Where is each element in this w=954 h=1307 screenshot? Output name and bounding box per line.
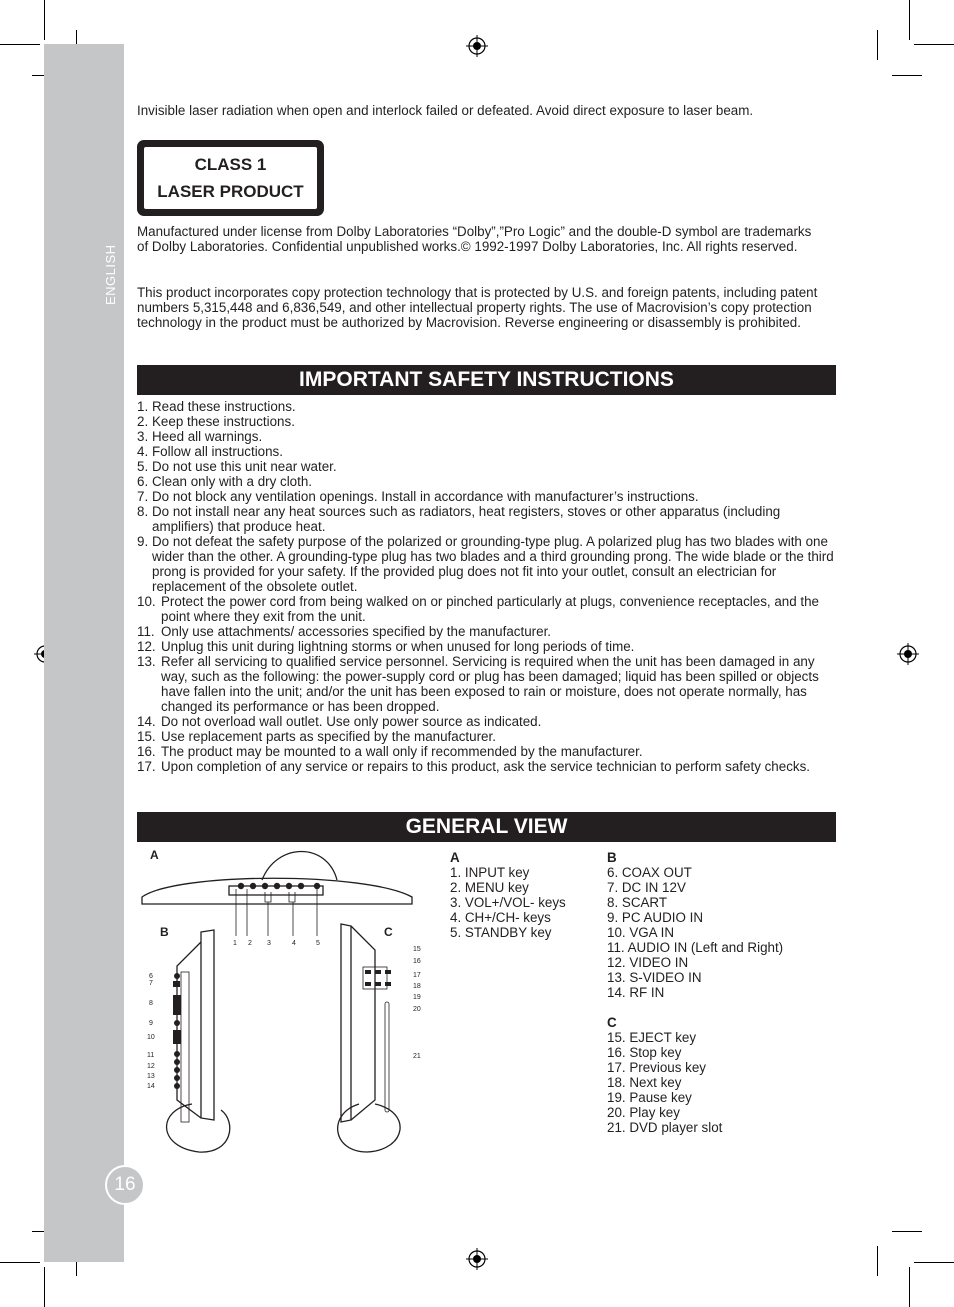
callout-5: 5 (316, 940, 320, 947)
safety-item-number: 5. (137, 459, 149, 474)
class-label-line2: LASER PRODUCT (157, 182, 304, 201)
safety-item-text: Do not defeat the safety purpose of the polarized or grounding-type plug. A polarized plug has two blades with one wider than the other. A grounding-type plug has two blades and a third grounding prong. The wide blade or the third prong is provided for your safety. If the provided plug does not fit into your outlet, consult an electrician for replacement of the obsolete outlet. (152, 534, 834, 594)
legend-col-b (607, 850, 783, 1135)
safety-item (137, 474, 839, 489)
crop-mark (909, 0, 910, 40)
registration-mark-icon (466, 1248, 488, 1270)
safety-item-number: 12. (137, 639, 156, 654)
safety-item (137, 759, 839, 774)
callout-2: 2 (248, 940, 252, 947)
safety-item-number: 1. (137, 399, 149, 414)
general-view-heading: GENERAL VIEW (137, 812, 836, 842)
crop-mark (892, 75, 922, 76)
class-label (137, 140, 324, 216)
safety-item-number: 17. (137, 759, 156, 774)
callout-3: 3 (267, 940, 271, 947)
safety-item-text: Do not use this unit near water. (152, 459, 337, 474)
legend-item: 9. PC AUDIO IN (607, 910, 703, 925)
safety-item (137, 639, 839, 654)
safety-item-text: Do not overload wall outlet. Use only power source as indicated. (161, 714, 542, 729)
safety-item-text: Refer all servicing to qualified service personnel. Servicing is required when the unit has been damaged in any way, such as the following: the power-supply cord or plug has been damaged; liquid has been spilled or objects have fallen into the unit; and/or the unit has been exposed to rain or moisture, does not operate normally, has changed its performance or has been dropped. (161, 654, 819, 714)
legend-col-c-title: C (607, 1015, 617, 1030)
callout-12: 12 (147, 1063, 155, 1070)
safety-item (137, 444, 839, 459)
safety-list (137, 399, 839, 774)
callout-15: 15 (413, 946, 421, 953)
callout-7: 7 (149, 980, 153, 987)
macrovision-notice: This product incorporates copy protection technology that is protected by U.S. and foreign patents, including patent numbers 5,315,448 and 6,836,549, and other intellectual property rights. The use of Macrovision’s copy protection technology in the product must be authorized by Macrovision. Reverse engineering or disassembly is prohibited. (137, 285, 818, 330)
safety-item-number: 16. (137, 744, 156, 759)
safety-item (137, 429, 839, 444)
callout-6: 6 (149, 973, 153, 980)
callout-9: 9 (149, 1020, 153, 1027)
callout-11: 11 (147, 1052, 155, 1059)
crop-mark (909, 1267, 910, 1307)
safety-item-text: Follow all instructions. (152, 444, 283, 459)
callout-21: 21 (413, 1053, 421, 1060)
safety-item (137, 594, 839, 624)
crop-mark (44, 1267, 45, 1307)
safety-item (137, 414, 839, 429)
safety-item (137, 489, 839, 504)
safety-item (137, 744, 839, 759)
diagram-label-c: C (384, 925, 393, 939)
crop-mark (877, 1246, 878, 1276)
safety-item-text: Unplug this unit during lightning storms or when unused for long periods of time. (161, 639, 635, 654)
callout-20: 20 (413, 1006, 421, 1013)
legend-item: 8. SCART (607, 895, 668, 910)
safety-item-text: Use replacement parts as specified by the manufacturer. (161, 729, 496, 744)
legend-item: 21. DVD player slot (607, 1120, 723, 1135)
callout-4: 4 (292, 940, 296, 947)
legend-col-a-title: A (450, 850, 460, 865)
safety-heading: IMPORTANT SAFETY INSTRUCTIONS (137, 365, 836, 395)
diagram-label-a: A (150, 848, 159, 862)
safety-item-number: 13. (137, 654, 156, 669)
legend-item: 3. VOL+/VOL- keys (450, 895, 566, 910)
safety-item-text: Only use attachments/ accessories specified by the manufacturer. (161, 624, 552, 639)
safety-item-number: 7. (137, 489, 149, 504)
safety-item-number: 3. (137, 429, 149, 444)
safety-item-text: Keep these instructions. (152, 414, 295, 429)
crop-mark (877, 30, 878, 60)
safety-item (137, 399, 839, 414)
crop-mark (914, 1262, 954, 1263)
diagram-label-b: B (160, 925, 169, 939)
callout-16: 16 (413, 958, 421, 965)
legend-item: 13. S-VIDEO IN (607, 970, 702, 985)
safety-item-number: 6. (137, 474, 149, 489)
safety-item (137, 714, 839, 729)
callout-13: 13 (147, 1073, 155, 1080)
crop-mark (44, 0, 45, 40)
crop-mark (0, 44, 40, 45)
legend-item: 1. INPUT key (450, 865, 530, 880)
callout-19: 19 (413, 994, 421, 1001)
safety-item-number: 4. (137, 444, 149, 459)
safety-item (137, 504, 839, 534)
legend-item: 20. Play key (607, 1105, 680, 1120)
sidebar (44, 44, 124, 1262)
safety-item (137, 654, 839, 714)
general-view-diagram (137, 842, 437, 1158)
page-number: 16 (105, 1165, 145, 1205)
safety-item-text: The product may be mounted to a wall only if recommended by the manufacturer. (161, 744, 643, 759)
crop-mark (914, 44, 954, 45)
registration-mark-icon (897, 643, 919, 665)
legend-col-b-title: B (607, 850, 617, 865)
legend-item: 18. Next key (607, 1075, 682, 1090)
callout-10: 10 (147, 1034, 155, 1041)
legend-item: 5. STANDBY key (450, 925, 552, 940)
safety-item-text: Heed all warnings. (152, 429, 263, 444)
laser-warning: Invisible laser radiation when open and interlock failed or defeated. Avoid direct exposure to laser beam. (137, 103, 754, 118)
registration-mark-icon (466, 35, 488, 57)
legend-item: 7. DC IN 12V (607, 880, 686, 895)
safety-item-number: 8. (137, 504, 149, 519)
safety-item-number: 11. (137, 624, 155, 639)
safety-item-text: Read these instructions. (152, 399, 296, 414)
safety-item-number: 15. (137, 729, 156, 744)
class-label-line1: CLASS 1 (194, 155, 267, 174)
language-label: ENGLISH (103, 244, 118, 305)
legend-item: 19. Pause key (607, 1090, 692, 1105)
safety-item-text: Clean only with a dry cloth. (152, 474, 313, 489)
safety-item-number: 2. (137, 414, 149, 429)
legend-item: 17. Previous key (607, 1060, 706, 1075)
legend-item: 11. AUDIO IN (Left and Right) (607, 940, 784, 955)
callout-14: 14 (147, 1083, 155, 1090)
legend-item: 16. Stop key (607, 1045, 682, 1060)
legend-item: 6. COAX OUT (607, 865, 692, 880)
safety-item-number: 9. (137, 534, 149, 549)
legend-item: 15. EJECT key (607, 1030, 697, 1045)
safety-item-text: Do not block any ventilation openings. Install in accordance with manufacturer’s instructions. (152, 489, 699, 504)
legend-item: 12. VIDEO IN (607, 955, 689, 970)
safety-item-text: Protect the power cord from being walked on or pinched particularly at plugs, convenience receptacles, and the point where they exit from the unit. (161, 594, 820, 624)
safety-item (137, 534, 839, 594)
safety-item-number: 10. (137, 594, 156, 609)
dolby-notice: Manufactured under license from Dolby Laboratories “Dolby”,”Pro Logic” and the double-D symbol are trademarks of Dolby Laboratories. Confidential unpublished works.© 1992-1997 Dolby Laboratories, Inc. All rights reserved. (137, 224, 812, 254)
safety-item (137, 624, 839, 639)
safety-item-number: 14. (137, 714, 156, 729)
safety-item-text: Do not install near any heat sources such as radiators, heat registers, stoves or other apparatus (including amplifiers) that produce heat. (152, 504, 781, 534)
legend-item: 14. RF IN (607, 985, 665, 1000)
legend-item: 2. MENU key (450, 880, 529, 895)
legend-col-a (450, 850, 566, 940)
safety-item (137, 459, 839, 474)
safety-item-text: Upon completion of any service or repairs to this product, ask the service technician to perform safety checks. (161, 759, 811, 774)
callout-18: 18 (413, 983, 421, 990)
legend-item: 4. CH+/CH- keys (450, 910, 551, 925)
crop-mark (0, 1262, 40, 1263)
legend-item: 10. VGA IN (607, 925, 674, 940)
callout-1: 1 (233, 940, 237, 947)
safety-item (137, 729, 839, 744)
callout-8: 8 (149, 1000, 153, 1007)
crop-mark (892, 1231, 922, 1232)
callout-17: 17 (413, 972, 421, 979)
